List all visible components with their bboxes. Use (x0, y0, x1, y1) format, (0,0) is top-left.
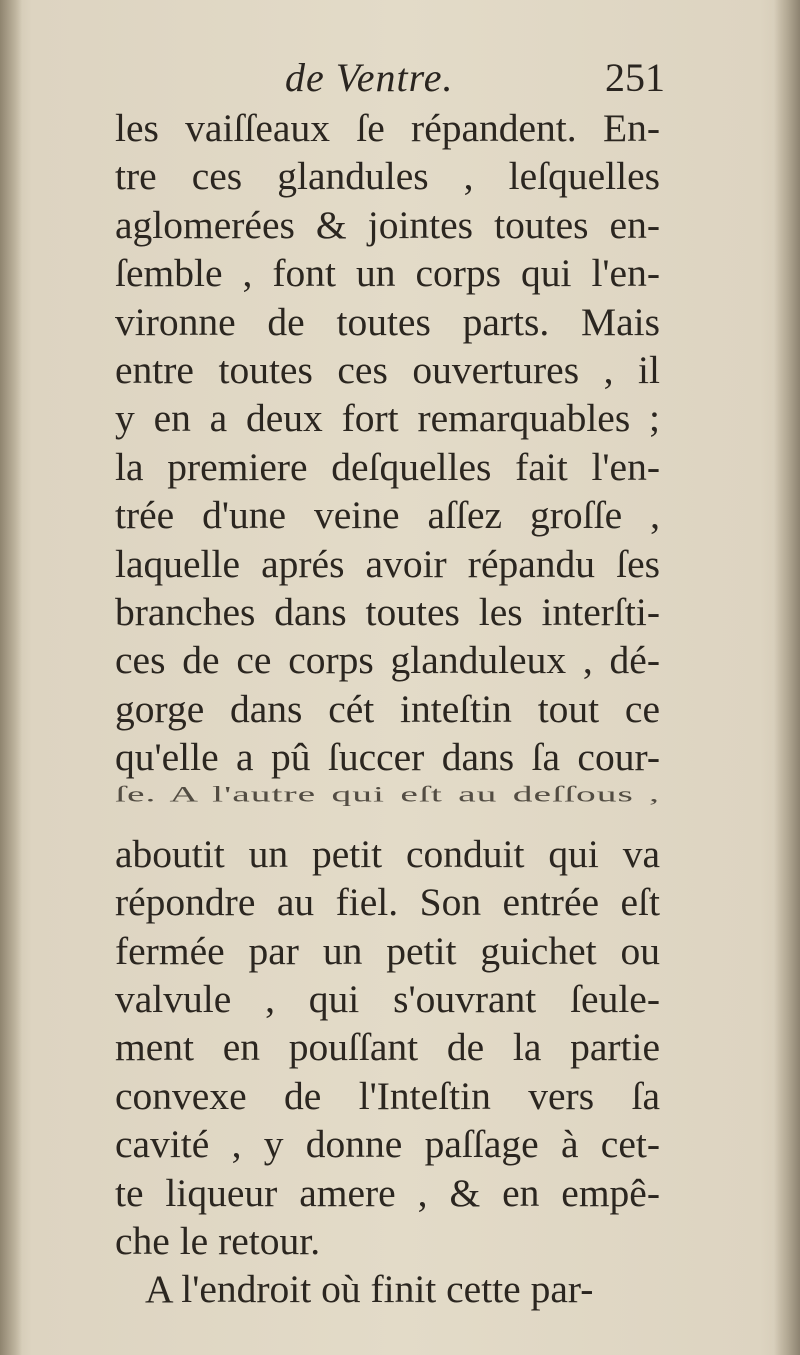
text-line: trée d'une veine aſſez groſſe , (115, 493, 660, 538)
text-line: te liqueur amere , & en empê- (115, 1170, 660, 1215)
text-line: che le retour. (115, 1218, 321, 1263)
text-line: laquelle aprés avoir répandu ſes (115, 541, 660, 586)
page-number: 251 (605, 55, 665, 100)
text-line: la premiere deſquelles fait l'en- (115, 444, 660, 489)
text-line: vironne de toutes parts. Mais (115, 299, 660, 344)
page-header (110, 48, 665, 108)
text-line: ſemble , font un corps qui l'en- (115, 251, 660, 296)
text-line: A l'endroit où finit cette par- (145, 1267, 594, 1312)
text-line: ment en pouſſant de la partie (115, 1025, 660, 1070)
text-line: aglomerées & jointes toutes en- (115, 202, 660, 247)
running-head: de Ventre. (285, 55, 454, 100)
body-text (115, 104, 660, 1314)
text-line: y en a deux fort remarquables ; (115, 396, 660, 441)
text-line: les vaiſſeaux ſe répandent. En- (115, 106, 660, 150)
text-line: entre toutes ces ouvertures , il (115, 347, 660, 392)
text-line: convexe de l'Inteſtin vers ſa (115, 1073, 660, 1118)
text-line: tre ces glandules , leſquelles (115, 154, 660, 199)
text-line: aboutit un petit conduit qui va (115, 831, 660, 876)
text-line: cavité , y donne paſſage à cet- (115, 1122, 660, 1167)
text-line: qu'elle a pû ſuccer dans ſa cour- (115, 735, 660, 780)
text-line: fermée par un petit guichet ou (115, 928, 660, 973)
text-line: valvule , qui s'ouvrant ſeule- (115, 977, 660, 1022)
text-line: ces de ce corps glanduleux , dé- (115, 638, 660, 683)
text-line: gorge dans cét inteſtin tout ce (115, 686, 660, 731)
text-line: répondre au fiel. Son entrée eſt (115, 880, 660, 925)
text-line: branches dans toutes les interſti- (115, 589, 660, 634)
text-line-smudged: ſe. A l'autre qui eſt au deſſous , (115, 782, 660, 807)
